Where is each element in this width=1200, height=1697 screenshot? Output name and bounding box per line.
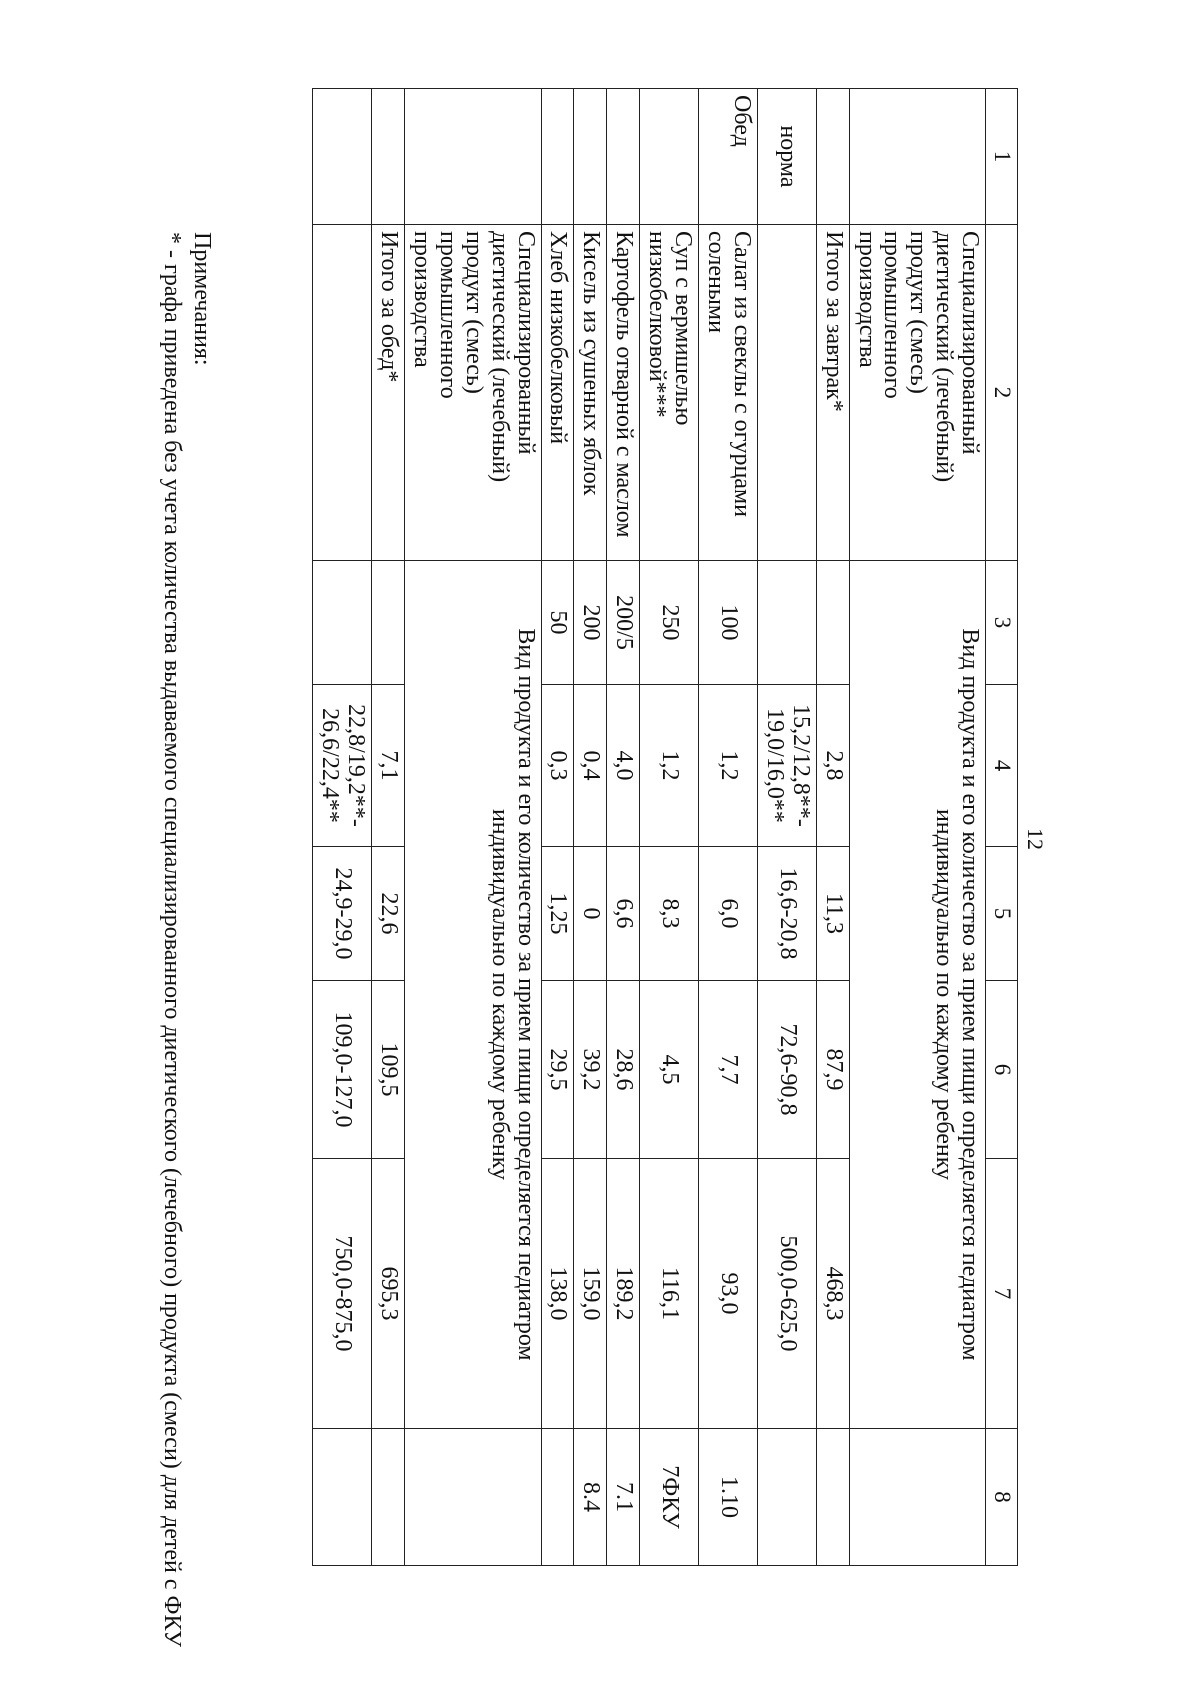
table-row [607, 89, 640, 1566]
portion-value: 50 [541, 561, 574, 685]
fat-value: 1,25 [541, 847, 574, 981]
dish-name: Специализированный диетический (лечебный) продукт (смесь) промышленного производства [849, 225, 986, 561]
protein-value: 15,2/12,8**- 19,0/16,0** [757, 685, 816, 847]
portion-value: 250 [640, 561, 699, 685]
header-cell: 5 [986, 847, 1018, 981]
fat-value: 8,3 [640, 847, 699, 981]
fat-value: 24,9-29,0 [313, 847, 372, 981]
recipe-number: 7ФКУ [640, 1429, 699, 1566]
energy-value: 500,0-625,0 [757, 1159, 816, 1429]
protein-value: 7,1 [372, 685, 405, 847]
carbs-value: 28,6 [607, 981, 640, 1159]
protein-value: 22,8/19,2**- 26,6/22,4** [313, 685, 372, 847]
meal-label: Обед [699, 89, 758, 225]
fat-value: 6,6 [607, 847, 640, 981]
protein-value: 4,0 [607, 685, 640, 847]
fat-value: 16,6-20,8 [757, 847, 816, 981]
portion-value: 200/5 [607, 561, 640, 685]
table-row [405, 89, 542, 1566]
table-row [541, 89, 574, 1566]
notes-title: Примечания: [189, 232, 215, 366]
carbs-value: 72,6-90,8 [757, 981, 816, 1159]
dish-name: Салат из свеклы с огурцами солеными [699, 225, 758, 561]
dish-name: Картофель отварной с маслом [607, 225, 640, 561]
table-row [699, 89, 758, 1566]
carbs-value: 39,2 [574, 981, 607, 1159]
header-cell: 1 [986, 89, 1018, 225]
table-row [640, 89, 699, 1566]
energy-value: 468,3 [816, 1159, 849, 1429]
header-cell: 6 [986, 981, 1018, 1159]
fat-value: 22,6 [372, 847, 405, 981]
individual-note: Вид продукта и его количество за прием пищи определяется педиатром индивидуально по каждому ребенку [405, 561, 542, 1429]
header-cell: 2 [986, 225, 1018, 561]
header-cell: 7 [986, 1159, 1018, 1429]
fat-value: 11,3 [816, 847, 849, 981]
recipe-number: 7.1 [607, 1429, 640, 1566]
carbs-value: 87,9 [816, 981, 849, 1159]
table-row [757, 89, 816, 1566]
recipe-number: 1.10 [699, 1429, 758, 1566]
carbs-value: 7,7 [699, 981, 758, 1159]
portion-value: 200 [574, 561, 607, 685]
portion-value: 100 [699, 561, 758, 685]
energy-value: 93,0 [699, 1159, 758, 1429]
energy-value: 750,0-875,0 [313, 1159, 372, 1429]
table-row [313, 89, 372, 1566]
protein-value: 2,8 [816, 685, 849, 847]
norm-label: норма [757, 89, 816, 225]
individual-note: Вид продукта и его количество за прием пищи определяется педиатром индивидуально по каждому ребенку [849, 561, 986, 1429]
page-number: 12 [1023, 828, 1048, 850]
header-cell: 3 [986, 561, 1018, 685]
carbs-value: 4,5 [640, 981, 699, 1159]
table-row [372, 89, 405, 1566]
table-header-row [986, 89, 1018, 1566]
energy-value: 159,0 [574, 1159, 607, 1429]
protein-value: 1,2 [640, 685, 699, 847]
energy-value: 116,1 [640, 1159, 699, 1429]
dish-name: Хлеб низкобелковый [541, 225, 574, 561]
carbs-value: 29,5 [541, 981, 574, 1159]
table-row [816, 89, 849, 1566]
header-cell: 8 [986, 1429, 1018, 1566]
header-cell: 4 [986, 685, 1018, 847]
carbs-value: 109,0-127,0 [313, 981, 372, 1159]
protein-value: 0,3 [541, 685, 574, 847]
dish-name: Кисель из сушеных яблок [574, 225, 607, 561]
fat-value: 6,0 [699, 847, 758, 981]
recipe-number: 8.4 [574, 1429, 607, 1566]
energy-value: 138,0 [541, 1159, 574, 1429]
energy-value: 189,2 [607, 1159, 640, 1429]
notes-text: * - графа приведена без учета количества выдаваемого специализированного диетического (лечебного) продукта (смеси) для детей с ФКУ [159, 232, 185, 1647]
dish-name: Специализированный диетический (лечебный) продукт (смесь) промышленного производства [405, 225, 542, 561]
row-label: Итого за обед* [372, 225, 405, 561]
row-label: Итого за завтрак* [816, 225, 849, 561]
protein-value: 0,4 [574, 685, 607, 847]
recipe-number [541, 1429, 574, 1566]
dish-name: Суп с вермишелью низкобелковой*** [640, 225, 699, 561]
protein-value: 1,2 [699, 685, 758, 847]
table-row [574, 89, 607, 1566]
fat-value: 0 [574, 847, 607, 981]
energy-value: 695,3 [372, 1159, 405, 1429]
table-row [849, 89, 986, 1566]
menu-nutrition-table [312, 88, 1018, 1566]
carbs-value: 109,5 [372, 981, 405, 1159]
